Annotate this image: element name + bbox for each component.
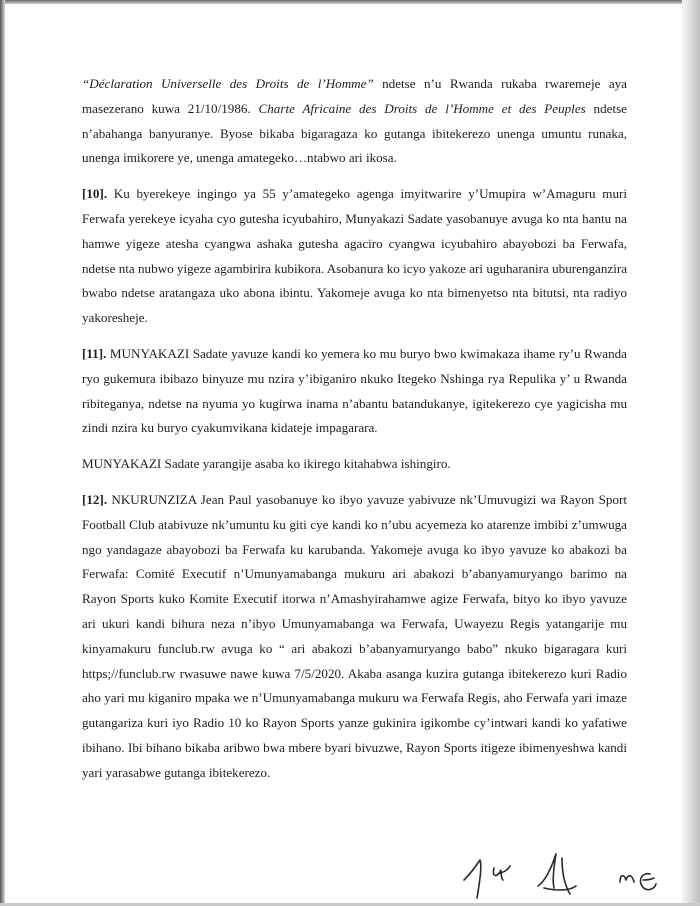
signature-mark-2 — [493, 866, 510, 880]
signature-mark-3 — [538, 854, 576, 894]
paragraph-10-number: [10]. — [82, 186, 108, 202]
paragraph-intro-italic-1: “Déclaration Universelle des Droits de l’Homme” — [82, 76, 374, 91]
signature-mark-4 — [620, 876, 634, 882]
signature-mark-5 — [640, 874, 656, 890]
paragraph-intro-italic-2: Charte Africaine des Droits de l’Homme et des Peuples — [258, 100, 586, 116]
paragraph-10-text: Ku byerekeye ingingo ya 55 y’amategeko agenga imyitwarire y’Umupira w’Amaguru muri Ferwafa yerekeye icyaha cyo gutesha icyubahiro, Munyakazi Sadate yasobanuye avuga ko nta hantu na hamwe yigeze atesha cyangwa ashaka gutesha agaciro cyangwa icyubahiro abayobozi ba Ferwafa, ndetse nta nubwo yigeze agambirira kubikora. Asobanura ko icyo yakoze ari uguharanira uburenganzira bwabo ndetse aratangaza uko abona ibintu. Yakomeje avuga ko nta bimenyetso nta bitutsi, nta radiyo yakoresheje. — [82, 186, 628, 326]
paragraph-intro-text-1: ndetse n’u Rwanda rukaba rwaremeje aya masezerano kuwa 21/10/1986. — [82, 76, 627, 116]
paragraph-11 — [82, 342, 627, 441]
paragraph-conclusion-text: MUNYAKAZI Sadate yarangije asaba ko ikirego kitahabwa ishingiro. — [82, 456, 451, 472]
paragraph-12-number: [12]. — [82, 491, 108, 507]
page-edge-shadow — [682, 0, 700, 906]
paragraph-11-text: MUNYAKAZI Sadate yavuze kandi ko yemera ko mu buryo bwo kwimakaza ihame ry’u Rwanda ryo gukemura ibibazo binyuze mu nzira y’ibiganiro nkuko Itegeko Nshinga rya Repulika y’ u Rwanda ribiteganya, ndetse na nyuma yo kugirwa inama n’abantu batandukanye, igitekerezo cye yagicisha mu zindi nzira ku buryo cyakumvikana kidateje impagarara. — [82, 345, 627, 436]
scan-border-left — [0, 0, 5, 906]
paragraph-intro — [82, 72, 627, 171]
paragraph-11-number: [11]. — [82, 345, 107, 361]
paragraph-conclusion — [82, 452, 627, 477]
paragraph-12-text: NKURUNZIZA Jean Paul yasobanuye ko ibyo yavuze yabivuze nk’Umuvugizi wa Rayon Sport Football Club atabivuze nk’umuntu ku giti cye kandi ko n’ubu acyemeza ko atarenze imbibi z’umwuga ngo yandagaze abayobozi ba Ferwafa ku karubanda. Yakomeje avuga ko ibyo yavuze ko abakozi ba Ferwafa: Comité Executif n’Umunyamabanga mukuru ari abakozi b’abanyamuryango barimo na Rayon Sports kuko Komite Executif itorwa n’Amashyirahamwe agize Ferwafa, bityo ko ibyo yavuze ari ukuri kandi bihura neza n’ibyo Umunyamabanga wa Ferwafa, Uwayezu Regis yatangarije mu kinyamakuru funclub.rw avuga ko “ ari abakozi b’abanyamuryango babo” nkuko bigaragara kuri https;//funclub.rw rwasuwe nawe kuwa 7/5/2020. Akaba asanga kuzira gutanga ibitekerezo kuri Radio aho yari mu kiganiro mpaka we n’Umunyamabanga mukuru wa Ferwafa Regis, aho Ferwafa yari imaze gutangariza kuri iyo Radio 10 ko Rayon Sports yanze gukinira igikombe cy’intwari kandi ko yafatiwe ibihano. Ibi bihano bikaba aribwo bwa mbere byari bivuzwe, Rayon Sports itigeze ibimenyeshwa kandi yari yarasabwe gutanga ibitekerezo. — [82, 491, 627, 780]
scan-border-top — [0, 0, 700, 4]
paragraph-intro-text-2: ndetse n’abahanga banyuranye. Byose bikaba bigaragaza ko gutanga ibitekerezo unenga umuntu runaka, unenga imikorere ye, unenga amategeko…ntabwo ari ikosa. — [82, 100, 627, 166]
paragraph-10 — [82, 182, 627, 331]
handwritten-initials — [440, 836, 680, 906]
signature-mark-1 — [464, 860, 481, 898]
paragraph-12 — [82, 488, 627, 786]
document-body — [82, 72, 627, 797]
